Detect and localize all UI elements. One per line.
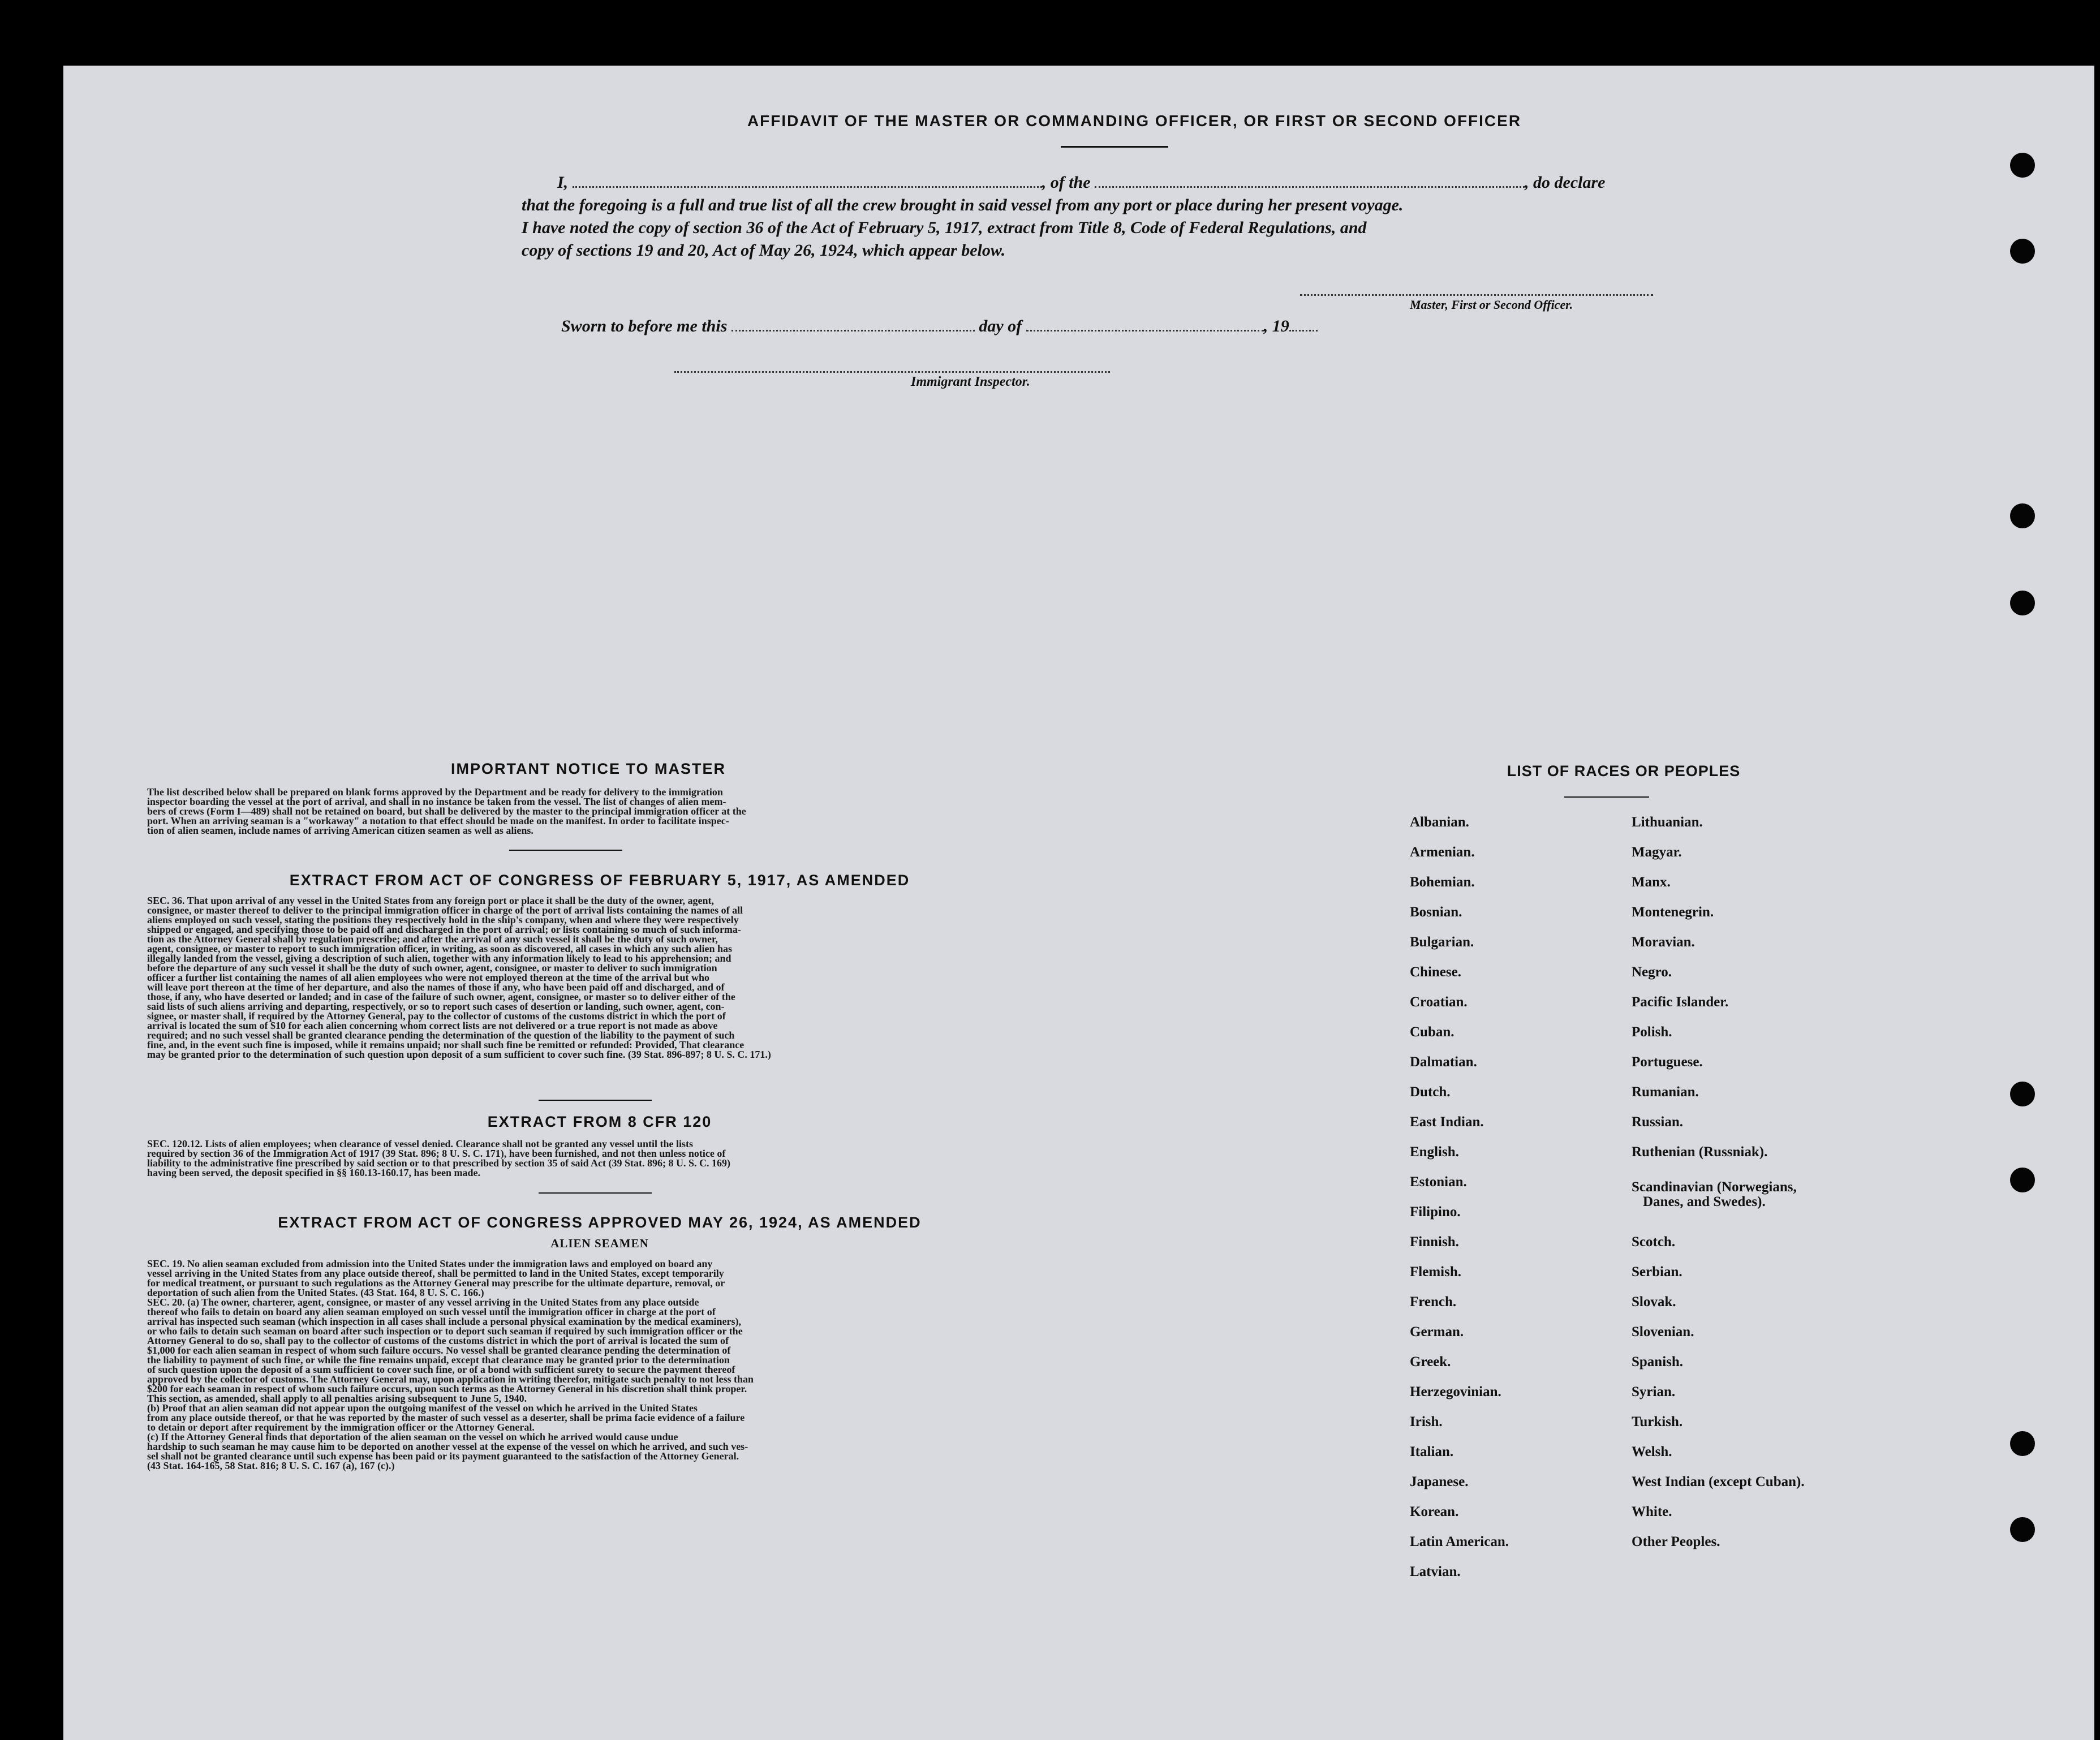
extract-line: illegally landed from the vessel, giving a description of such alien, together with any information likely to lead to his apprehension; and <box>147 953 731 964</box>
race-item: Japanese. <box>1410 1474 1469 1489</box>
extract-line: to detain or deport after requirement by the immigration officer or the Attorney General. <box>147 1422 535 1433</box>
extract-line: of such question upon the deposit of a sum sufficient to cover such fine, or of a bond with sufficient surety to secure the payment thereof <box>147 1364 735 1375</box>
race-item: Cuban. <box>1410 1024 1454 1040</box>
extract-line: those, if any, who have deserted or landed; and in case of the failure of such owner, agent, consignee, or master so to deliver either of the <box>147 991 735 1002</box>
punch-hole <box>2010 239 2035 264</box>
extract-line: before the departure of any such vessel it shall be the duty of such owner, agent, consignee, or master to deliver to such immigration <box>147 962 717 974</box>
race-item: Negro. <box>1632 964 1672 980</box>
extract-line: said lists of such aliens arriving and departing, respectively, or so to report such cases of desertion or landing, such owner, agent, con- <box>147 1001 725 1012</box>
race-item: Russian. <box>1632 1114 1684 1130</box>
race-item: Other Peoples. <box>1632 1534 1720 1549</box>
punch-hole <box>2010 1082 2035 1106</box>
extract-line: vessel arriving in the United States from any place outside thereof, shall be permitted to land in the United States, except temporarily <box>147 1268 724 1279</box>
declaration-line-3: I have noted the copy of section 36 of the Act of February 5, 1917, extract from Title 8, Code of Federal Regulations, and <box>522 218 1367 237</box>
notice-line: bers of crews (Form I—489) shall not be retained on board, but shall be delivered by the master to the principal immigration officer at the <box>147 806 746 817</box>
month-blank[interactable] <box>1026 329 1264 331</box>
master-signature-label: Master, First or Second Officer. <box>1410 298 1573 312</box>
declaration-line-1 <box>557 173 1605 192</box>
race-item: East Indian. <box>1410 1114 1484 1130</box>
extract-line: (b) Proof that an alien seaman did not appear upon the outgoing manifest of the vessel on which he arrived in the United States <box>147 1402 698 1414</box>
extract-1924-subtitle: ALIEN SEAMEN <box>550 1237 649 1250</box>
extract-line: (c) If the Attorney General finds that deportation of the alien seaman on the vessel on which he arrived would cause undue <box>147 1431 678 1442</box>
extract-line: having been served, the deposit specified in §§ 160.13-160.17, has been made. <box>147 1167 481 1178</box>
race-item: Italian. <box>1410 1444 1454 1459</box>
race-item: Bosnian. <box>1410 905 1462 920</box>
extract-line: agent, consignee, or master to report to such immigration officer, in writing, as soon as discovered, all cases in which any such alien has <box>147 943 732 954</box>
notice-text <box>147 787 1056 835</box>
divider <box>539 1100 652 1101</box>
extract-line: may be granted prior to the determination of such question upon deposit of a sum sufficient to cover such fine. (39 Stat. 896-897; 8 U. S. C. 171.) <box>147 1049 771 1060</box>
race-item: Montenegrin. <box>1632 905 1714 920</box>
race-item: Albanian. <box>1410 815 1469 830</box>
punch-hole <box>2010 1431 2035 1456</box>
notice-title: IMPORTANT NOTICE TO MASTER <box>451 760 726 777</box>
extract-line: approved by the collector of customs. The Attorney General may, upon application in writing therefor, mitigate such penalty to not less than <box>147 1373 754 1385</box>
extract-line: This section, as amended, shall apply to all penalties arising subsequent to June 5, 1940. <box>147 1393 527 1404</box>
extract-line: $200 for each seaman in respect of whom such failure occurs, upon such terms as the Attorney General in his discretion shall think proper. <box>147 1383 747 1394</box>
extract-cfr-text <box>147 1139 1056 1178</box>
affidavit-title: AFFIDAVIT OF THE MASTER OR COMMANDING OFFICER, OR FIRST OR SECOND OFFICER <box>747 112 1522 130</box>
race-item: Herzegovinian. <box>1410 1384 1501 1399</box>
extract-line: officer a further list containing the names of all alien employees who were not employed thereon at the time of the arrival but who <box>147 972 710 983</box>
extract-line: fine, and, in the event such fine is imposed, while it remains unpaid; nor shall such fine be remitted or refunded: Provided, That clearance <box>147 1039 745 1050</box>
notice-line: inspector boarding the vessel at the port of arrival, and shall in no instance be taken from the vessel. The list of changes of alien mem- <box>147 796 726 807</box>
extract-cfr-title: EXTRACT FROM 8 CFR 120 <box>487 1113 712 1130</box>
of-the-label: , of the <box>1042 173 1091 192</box>
race-item: Slovak. <box>1632 1294 1676 1310</box>
extract-line: signee, or master shall, if required by the Attorney General, pay to the collector of customs of the customs district in which the port of <box>147 1010 726 1022</box>
race-item: Estonian. <box>1410 1174 1467 1190</box>
year-label: , 19 <box>1263 317 1289 335</box>
divider <box>539 1192 652 1194</box>
race-item: Scandinavian (Norwegians, <box>1632 1179 1797 1195</box>
extract-line: for medical treatment, or pursuant to such regulations as the Attorney General may prescribe for the ultimate departure, removal, or <box>147 1277 725 1289</box>
race-item: Bulgarian. <box>1410 934 1474 950</box>
extract-line: SEC. 36. That upon arrival of any vessel in the United States from any foreign port or place it shall be the duty of the owner, agent, <box>147 895 715 906</box>
extract-line: SEC. 120.12. Lists of alien employees; when clearance of vessel denied. Clearance shall not be granted any vessel until the lists <box>147 1138 693 1149</box>
race-item: Dalmatian. <box>1410 1054 1477 1070</box>
race-item: Syrian. <box>1632 1384 1676 1399</box>
extract-1917-text <box>147 896 1056 1059</box>
race-item: White. <box>1632 1504 1672 1519</box>
extract-line: Attorney General to do so, shall pay to the collector of customs of the customs district in which the port of arrival is located the sum of <box>147 1335 729 1346</box>
race-item: Scotch. <box>1632 1234 1676 1250</box>
race-item: Croatian. <box>1410 994 1468 1010</box>
race-item: Spanish. <box>1632 1354 1684 1369</box>
race-item: Irish. <box>1410 1414 1443 1429</box>
name-blank[interactable] <box>573 186 1042 188</box>
extract-line: will leave port thereon at the time of her departure, and also the names of those if any, who have been paid off and discharged, and of <box>147 981 725 993</box>
day-of-label: day of <box>979 317 1022 335</box>
extract-line: thereof who fails to detain on board any alien seaman employed on such vessel until the immigration officer in charge at the port of <box>147 1306 716 1317</box>
declaration-line-4: copy of sections 19 and 20, Act of May 26, 1924, which appear below. <box>522 241 1006 260</box>
race-item: Latin American. <box>1410 1534 1509 1549</box>
punch-hole <box>2010 1168 2035 1192</box>
extract-1924-text <box>147 1259 1056 1471</box>
extract-line: SEC. 20. (a) The owner, charterer, agent, consignee, or master of any vessel arriving in the United States from any place outside <box>147 1297 699 1308</box>
extract-line: consignee, or master thereof to deliver to the principal immigration officer in charge of the port of arrival lists containing the names of all <box>147 905 743 916</box>
extract-line: required by section 36 of the Immigration Act of 1917 (39 Stat. 896; 8 U. S. C. 171), have been furnished, and not then unless notice of <box>147 1148 726 1159</box>
race-item: Portuguese. <box>1632 1054 1703 1070</box>
races-title: LIST OF RACES OR PEOPLES <box>1507 763 1741 779</box>
race-item: Turkish. <box>1632 1414 1683 1429</box>
extract-line: (43 Stat. 164-165, 58 Stat. 816; 8 U. S. C. 167 (a), 167 (c).) <box>147 1460 395 1471</box>
sworn-label: Sworn to before me this <box>561 317 728 335</box>
race-item: Korean. <box>1410 1504 1459 1519</box>
extract-line: $1,000 for each alien seaman in respect of whom such failure occurs. No vessel shall be granted clearance pending the determination of <box>147 1345 731 1356</box>
race-item: Flemish. <box>1410 1264 1461 1280</box>
inspector-signature-label: Immigrant Inspector. <box>911 374 1030 389</box>
notice-line: port. When an arriving seaman is a "workaway" a notation to that effect should be made on the manifest. In order to facilitate inspec- <box>147 815 729 826</box>
year-blank[interactable] <box>1289 329 1318 331</box>
race-item: French. <box>1410 1294 1457 1310</box>
race-item: Chinese. <box>1410 964 1461 980</box>
divider <box>1564 796 1649 798</box>
race-item: Greek. <box>1410 1354 1451 1369</box>
extract-line: or who fails to detain such seaman on board after such inspection or to deport such seaman if required by such immigration officer or the <box>147 1325 743 1337</box>
punch-hole <box>2010 153 2035 178</box>
race-item: Pacific Islander. <box>1632 994 1729 1010</box>
divider <box>1061 146 1168 148</box>
extract-line: liability to the administrative fine prescribed by said section or to that prescribed by section 35 of said Act (39 Stat. 896; 8 U. S. C. 169) <box>147 1157 730 1169</box>
race-item: Danes, and Swedes). <box>1643 1194 1766 1209</box>
extract-line: sel shall not be granted clearance until such expense has been paid or its payment guaranteed to the satisfaction of the Attorney General. <box>147 1450 739 1462</box>
punch-hole <box>2010 591 2035 615</box>
race-item: Lithuanian. <box>1632 815 1703 830</box>
notice-line: tion of alien seamen, include names of arriving American citizen seamen as well as aliens. <box>147 825 533 836</box>
race-item: Serbian. <box>1632 1264 1682 1280</box>
race-item: Dutch. <box>1410 1084 1451 1100</box>
punch-hole <box>2010 1517 2035 1542</box>
day-blank[interactable] <box>731 329 975 331</box>
race-item: Latvian. <box>1410 1564 1461 1579</box>
extract-line: required; and no such vessel shall be granted clearance pending the determination of the question of the liability to the payment of such <box>147 1030 735 1041</box>
race-item: West Indian (except Cuban). <box>1632 1474 1805 1489</box>
race-item: Welsh. <box>1632 1444 1672 1459</box>
extract-line: shipped or engaged, and specifying those to be paid off and discharged in the port of arrival; or lists containing so much of such informa- <box>147 924 741 935</box>
i-label: I, <box>557 173 569 192</box>
race-item: Rumanian. <box>1632 1084 1699 1100</box>
extract-1924-title: EXTRACT FROM ACT OF CONGRESS APPROVED MAY 26, 1924, AS AMENDED <box>278 1214 922 1231</box>
notice-line: The list described below shall be prepared on blank forms approved by the Department and be ready for delivery to the immigration <box>147 786 723 798</box>
extract-line: from any place outside thereof, or that he was reported by the master of such vessel as a deserter, shall be prima facie evidence of a failure <box>147 1412 745 1423</box>
extract-line: tion as the Attorney General shall by regulation prescribe; and after the arrival of any such vessel it shall be the duty of such owner, <box>147 933 718 945</box>
race-item: Finnish. <box>1410 1234 1459 1250</box>
race-item: Slovenian. <box>1632 1324 1694 1340</box>
sworn-line <box>561 317 1318 336</box>
punch-hole <box>2010 503 2035 528</box>
extract-line: deportation of such alien from the United States. (43 Stat. 164, 8 U. S. C. 166.) <box>147 1287 484 1298</box>
race-item: Manx. <box>1632 875 1671 890</box>
race-item: German. <box>1410 1324 1464 1340</box>
extract-line: SEC. 19. No alien seaman excluded from admission into the United States under the immigration laws and employed on board any <box>147 1258 713 1269</box>
extract-line: the liability to payment of such fine, or while the fine remains unpaid, except that clearance may be granted prior to the determination <box>147 1354 730 1366</box>
extract-line: arrival is located the sum of $10 for each alien concerning whom correct lists are not delivered or a true report is not made as above <box>147 1020 718 1031</box>
race-item: Moravian. <box>1632 934 1695 950</box>
do-declare-label: , do declare <box>1525 173 1606 192</box>
race-item: Magyar. <box>1632 845 1682 860</box>
race-item: Ruthenian (Russniak). <box>1632 1144 1768 1160</box>
master-signature-line[interactable] <box>1300 294 1653 296</box>
vessel-blank[interactable] <box>1095 186 1525 188</box>
race-item: Armenian. <box>1410 845 1475 860</box>
extract-line: aliens employed on such vessel, stating the positions they respectively hold in the ship's company, when and where they were respectively <box>147 914 739 925</box>
race-item: Polish. <box>1632 1024 1672 1040</box>
race-item: Filipino. <box>1410 1204 1461 1220</box>
extract-line: hardship to such seaman he may cause him to be deported on another vessel at the expense of the vessel on which he arrived, and such ves- <box>147 1441 748 1452</box>
declaration-line-2: that the foregoing is a full and true list of all the crew brought in said vessel from any port or place during her present voyage. <box>522 196 1404 214</box>
inspector-signature-line[interactable] <box>674 371 1110 373</box>
race-item: Bohemian. <box>1410 875 1475 890</box>
extract-1917-title: EXTRACT FROM ACT OF CONGRESS OF FEBRUARY 5, 1917, AS AMENDED <box>289 872 910 889</box>
divider <box>509 850 622 851</box>
race-item: English. <box>1410 1144 1459 1160</box>
extract-line: arrival has inspected such seaman (which inspection in all cases shall include a personal physical examination by the medical examiners), <box>147 1316 742 1327</box>
